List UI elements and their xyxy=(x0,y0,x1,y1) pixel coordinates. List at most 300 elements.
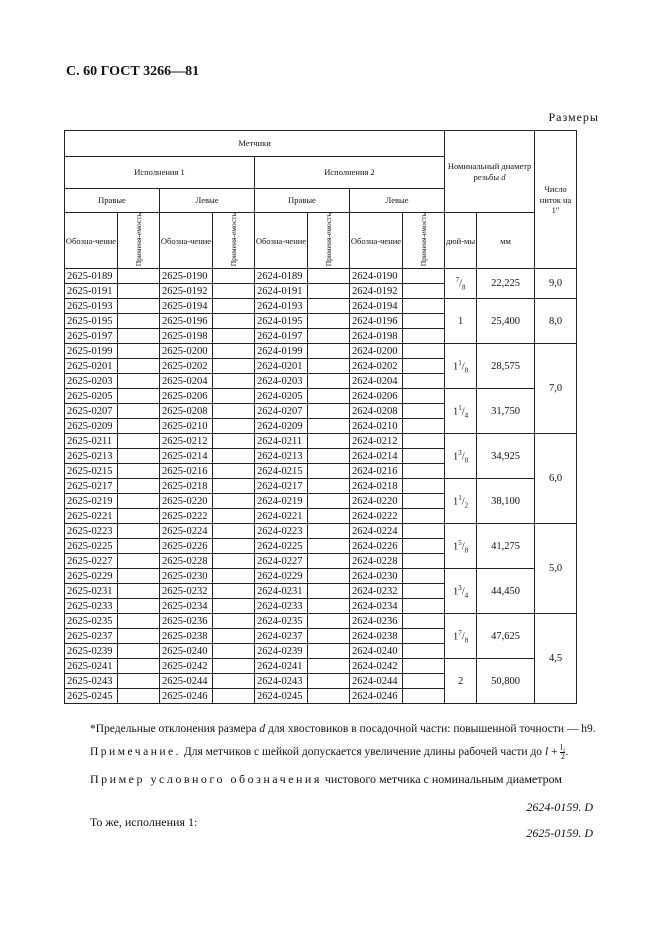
table-row xyxy=(65,659,599,674)
designation-cell: 2624-0236 xyxy=(350,614,403,629)
applicability-cell xyxy=(308,374,350,389)
applicability-cell xyxy=(308,599,350,614)
designation-cell: 2625-0225 xyxy=(65,539,118,554)
header-designation: Обозна-чение xyxy=(255,213,308,269)
applicability-cell xyxy=(308,539,350,554)
applicability-cell xyxy=(308,269,350,284)
inches-whole: 1 xyxy=(457,315,464,327)
inches-denominator: 8 xyxy=(464,546,469,555)
designation-cell: 2625-0192 xyxy=(160,284,213,299)
diameter-mm-cell: 44,450 xyxy=(477,569,535,614)
inches-whole: 1 xyxy=(452,631,459,643)
designation-cell: 2624-0206 xyxy=(350,389,403,404)
table-row xyxy=(65,569,599,584)
designation-cell: 2624-0219 xyxy=(255,494,308,509)
footnote xyxy=(90,723,596,735)
applicability-cell xyxy=(403,284,445,299)
threads-per-inch-cell: 8,0 xyxy=(535,299,577,344)
designation-cell: 2624-0200 xyxy=(350,344,403,359)
designation-cell: 2624-0208 xyxy=(350,404,403,419)
threads-per-inch-cell: 4,5 xyxy=(535,614,577,704)
diameter-inches-cell xyxy=(445,479,477,524)
designation-cell: 2624-0201 xyxy=(255,359,308,374)
applicability-cell xyxy=(118,674,160,689)
designation-cell: 2625-0198 xyxy=(160,329,213,344)
designation-cell: 2624-0226 xyxy=(350,539,403,554)
diameter-mm-cell: 47,625 xyxy=(477,614,535,659)
designation-cell: 2624-0211 xyxy=(255,434,308,449)
applicability-cell xyxy=(118,269,160,284)
applicability-cell xyxy=(118,659,160,674)
remark-end: . xyxy=(565,746,569,759)
designation-cell: 2624-0244 xyxy=(350,674,403,689)
applicability-cell xyxy=(403,524,445,539)
header-applicability-text: Применя-емость xyxy=(418,213,428,267)
designation-cell: 2625-0200 xyxy=(160,344,213,359)
designation-cell: 2625-0203 xyxy=(65,374,118,389)
remark-formula-l: l xyxy=(544,746,549,759)
designation-cell: 2624-0213 xyxy=(255,449,308,464)
applicability-cell xyxy=(403,599,445,614)
header-inches: дюй-мы xyxy=(445,213,477,269)
designation-cell: 2624-0217 xyxy=(255,479,308,494)
applicability-cell xyxy=(118,614,160,629)
applicability-cell xyxy=(308,659,350,674)
fraction-slash: / xyxy=(461,496,465,508)
inches-whole: 1 xyxy=(452,496,459,508)
designation-cell: 2625-0213 xyxy=(65,449,118,464)
designation-cell: 2624-0228 xyxy=(350,554,403,569)
designation-cell: 2625-0197 xyxy=(65,329,118,344)
designation-cell: 2625-0217 xyxy=(65,479,118,494)
applicability-cell xyxy=(403,584,445,599)
example-line xyxy=(90,772,562,787)
designation-cell: 2624-0212 xyxy=(350,434,403,449)
applicability-cell xyxy=(403,539,445,554)
inches-denominator: 8 xyxy=(464,366,469,375)
footnote-suffix: для хвостовиков в посадочной части: повышенной точности — h9. xyxy=(265,723,596,735)
applicability-cell xyxy=(213,629,255,644)
designation-cell: 2624-0210 xyxy=(350,419,403,434)
designation-cell: 2624-0216 xyxy=(350,464,403,479)
header-exec2-right: Правые xyxy=(255,189,350,213)
fraction-slash: / xyxy=(461,406,465,418)
remark xyxy=(90,744,568,761)
designation-cell: 2625-0232 xyxy=(160,584,213,599)
applicability-cell xyxy=(118,404,160,419)
designation-cell: 2624-0233 xyxy=(255,599,308,614)
applicability-cell xyxy=(403,494,445,509)
applicability-cell xyxy=(308,449,350,464)
designation-cell: 2625-0196 xyxy=(160,314,213,329)
applicability-cell xyxy=(403,509,445,524)
designation-cell: 2625-0207 xyxy=(65,404,118,419)
applicability-cell xyxy=(213,569,255,584)
applicability-cell xyxy=(403,674,445,689)
diameter-mm-cell: 25,400 xyxy=(477,299,535,344)
header-exec1-right: Правые xyxy=(65,189,160,213)
designation-cell: 2625-0212 xyxy=(160,434,213,449)
applicability-cell xyxy=(118,389,160,404)
applicability-cell xyxy=(118,524,160,539)
applicability-cell xyxy=(403,449,445,464)
side-blank xyxy=(577,131,599,269)
designation-cell: 2625-0216 xyxy=(160,464,213,479)
designation-cell: 2625-0190 xyxy=(160,269,213,284)
applicability-cell xyxy=(308,569,350,584)
table-row xyxy=(65,524,599,539)
inches-whole: 1 xyxy=(452,361,459,373)
applicability-cell xyxy=(403,419,445,434)
designation-cell: 2625-0194 xyxy=(160,299,213,314)
diameter-mm-cell: 22,225 xyxy=(477,269,535,299)
applicability-cell xyxy=(308,404,350,419)
inches-whole: 1 xyxy=(452,406,459,418)
applicability-cell xyxy=(213,389,255,404)
header-nominal-d: d xyxy=(501,171,506,182)
applicability-cell xyxy=(308,629,350,644)
applicability-cell xyxy=(308,494,350,509)
fraction-slash: / xyxy=(461,631,465,643)
applicability-cell xyxy=(308,464,350,479)
inches-denominator: 8 xyxy=(462,283,466,292)
designation-cell: 2624-0225 xyxy=(255,539,308,554)
designation-cell: 2625-0228 xyxy=(160,554,213,569)
designation-cell: 2625-0206 xyxy=(160,389,213,404)
designation-cell: 2625-0209 xyxy=(65,419,118,434)
designation-cell: 2625-0199 xyxy=(65,344,118,359)
designation-cell: 2624-0235 xyxy=(255,614,308,629)
applicability-cell xyxy=(213,644,255,659)
header-applicability xyxy=(213,213,255,269)
example-label: Пример условного обозначения xyxy=(90,772,322,786)
applicability-cell xyxy=(403,614,445,629)
designation-cell: 2625-0243 xyxy=(65,674,118,689)
header-exec1-left: Левые xyxy=(160,189,255,213)
applicability-cell xyxy=(213,314,255,329)
designation-cell: 2624-0245 xyxy=(255,689,308,704)
designation-cell: 2624-0246 xyxy=(350,689,403,704)
applicability-cell xyxy=(118,554,160,569)
header-exec2-left: Левые xyxy=(350,189,445,213)
diameter-inches-cell xyxy=(445,389,477,434)
footnote-prefix: *Предельные отклонения размера xyxy=(90,723,260,735)
applicability-cell xyxy=(118,464,160,479)
applicability-cell xyxy=(403,389,445,404)
designation-cell: 2624-0202 xyxy=(350,359,403,374)
designation-cell: 2624-0231 xyxy=(255,584,308,599)
header-applicability xyxy=(308,213,350,269)
diameter-mm-cell: 34,925 xyxy=(477,434,535,479)
applicability-cell xyxy=(118,569,160,584)
inches-denominator: 8 xyxy=(464,636,469,645)
designation-cell: 2625-0227 xyxy=(65,554,118,569)
designation-cell: 2625-0214 xyxy=(160,449,213,464)
designation-cell: 2625-0221 xyxy=(65,509,118,524)
inches-numerator: 3 xyxy=(458,448,462,457)
designation-cell: 2625-0240 xyxy=(160,644,213,659)
designation-cell: 2625-0235 xyxy=(65,614,118,629)
designation-cell: 2624-0242 xyxy=(350,659,403,674)
fraction-slash: / xyxy=(461,586,465,598)
sizes-label: Размеры xyxy=(548,110,599,124)
applicability-cell xyxy=(118,509,160,524)
designation-cell: 2624-0190 xyxy=(350,269,403,284)
designation-cell: 2624-0223 xyxy=(255,524,308,539)
designation-cell: 2625-0237 xyxy=(65,629,118,644)
designation-cell: 2625-0218 xyxy=(160,479,213,494)
applicability-cell xyxy=(308,554,350,569)
applicability-cell xyxy=(403,479,445,494)
applicability-cell xyxy=(308,284,350,299)
inches-numerator: 7 xyxy=(458,628,462,637)
designation-cell: 2624-0239 xyxy=(255,644,308,659)
example-text: чистового метчика с номинальным диаметром xyxy=(321,772,563,786)
designation-cell: 2625-0223 xyxy=(65,524,118,539)
threads-per-inch-cell: 6,0 xyxy=(535,434,577,524)
applicability-cell xyxy=(213,674,255,689)
footnote-var: d xyxy=(259,723,266,735)
header-applicability-text: Применя-емость xyxy=(323,213,333,267)
applicability-cell xyxy=(213,464,255,479)
diameter-inches-cell xyxy=(445,434,477,479)
applicability-cell xyxy=(403,299,445,314)
designation-cell: 2624-0198 xyxy=(350,329,403,344)
applicability-cell xyxy=(118,629,160,644)
remark-formula-plus: + xyxy=(548,746,561,759)
applicability-cell xyxy=(213,584,255,599)
applicability-cell xyxy=(213,359,255,374)
applicability-cell xyxy=(308,584,350,599)
header-designation: Обозна-чение xyxy=(65,213,118,269)
applicability-cell xyxy=(213,449,255,464)
designation-cell: 2625-0234 xyxy=(160,599,213,614)
designation-cell: 2624-0207 xyxy=(255,404,308,419)
diameter-inches-cell xyxy=(445,269,477,299)
designation-cell: 2624-0191 xyxy=(255,284,308,299)
header-applicability-text: Применя-емость xyxy=(228,213,238,267)
applicability-cell xyxy=(308,479,350,494)
applicability-cell xyxy=(403,314,445,329)
designation-cell: 2625-0246 xyxy=(160,689,213,704)
applicability-cell xyxy=(213,344,255,359)
same-exec1-label: То же, исполнения 1: xyxy=(90,815,198,829)
designation-cell: 2625-0226 xyxy=(160,539,213,554)
applicability-cell xyxy=(308,389,350,404)
designation-cell: 2625-0238 xyxy=(160,629,213,644)
table-body xyxy=(65,269,599,704)
designation-cell: 2625-0210 xyxy=(160,419,213,434)
header-exec2: Исполнения 2 xyxy=(255,157,445,189)
fraction-numerator: l₂ xyxy=(560,743,566,752)
applicability-cell xyxy=(213,524,255,539)
applicability-cell xyxy=(213,479,255,494)
header-applicability xyxy=(403,213,445,269)
designation-cell: 2625-0229 xyxy=(65,569,118,584)
applicability-cell xyxy=(403,554,445,569)
applicability-cell xyxy=(403,464,445,479)
designation-cell: 2625-0231 xyxy=(65,584,118,599)
designation-cell: 2625-0242 xyxy=(160,659,213,674)
applicability-cell xyxy=(308,524,350,539)
applicability-cell xyxy=(213,689,255,704)
applicability-cell xyxy=(213,434,255,449)
applicability-cell xyxy=(403,434,445,449)
applicability-cell xyxy=(308,314,350,329)
applicability-cell xyxy=(308,644,350,659)
designation-cell: 2625-0245 xyxy=(65,689,118,704)
table-row xyxy=(65,389,599,404)
applicability-cell xyxy=(118,644,160,659)
inches-numerator: 1 xyxy=(458,358,462,367)
designation-cell: 2624-0205 xyxy=(255,389,308,404)
applicability-cell xyxy=(213,659,255,674)
inches-denominator: 4 xyxy=(464,411,469,420)
table-row xyxy=(65,479,599,494)
diameter-mm-cell: 28,575 xyxy=(477,344,535,389)
applicability-cell xyxy=(403,374,445,389)
designation-cell: 2624-0222 xyxy=(350,509,403,524)
designation-cell: 2625-0211 xyxy=(65,434,118,449)
applicability-cell xyxy=(118,419,160,434)
designation-cell: 2625-0222 xyxy=(160,509,213,524)
applicability-cell xyxy=(118,599,160,614)
inches-whole: 2 xyxy=(457,675,464,687)
designation-cell: 2624-0199 xyxy=(255,344,308,359)
applicability-cell xyxy=(118,539,160,554)
designation-cell: 2624-0230 xyxy=(350,569,403,584)
designation-cell: 2624-0234 xyxy=(350,599,403,614)
diameter-inches-cell xyxy=(445,524,477,569)
applicability-cell xyxy=(118,314,160,329)
applicability-cell xyxy=(403,689,445,704)
applicability-cell xyxy=(403,359,445,374)
diameter-mm-cell: 41,275 xyxy=(477,524,535,569)
applicability-cell xyxy=(308,434,350,449)
designation-cell: 2624-0237 xyxy=(255,629,308,644)
example-code-1: 2624-0159. D xyxy=(526,800,593,814)
designation-cell: 2625-0230 xyxy=(160,569,213,584)
diameter-mm-cell: 50,800 xyxy=(477,659,535,704)
diameter-inches-cell xyxy=(445,659,477,704)
designation-cell: 2624-0238 xyxy=(350,629,403,644)
applicability-cell xyxy=(213,554,255,569)
header-applicability xyxy=(118,213,160,269)
page-header: С. 60 ГОСТ 3266—81 xyxy=(66,64,200,79)
header-exec1: Исполнения 1 xyxy=(65,157,255,189)
applicability-cell xyxy=(308,419,350,434)
diameter-mm-cell: 31,750 xyxy=(477,389,535,434)
inches-whole: 1 xyxy=(452,451,459,463)
diameter-inches-cell xyxy=(445,344,477,389)
designation-cell: 2625-0202 xyxy=(160,359,213,374)
applicability-cell xyxy=(118,374,160,389)
applicability-cell xyxy=(118,329,160,344)
taps-table xyxy=(64,130,599,704)
applicability-cell xyxy=(403,329,445,344)
designation-cell: 2625-0244 xyxy=(160,674,213,689)
diameter-inches-cell xyxy=(445,569,477,614)
applicability-cell xyxy=(308,299,350,314)
diameter-mm-cell: 38,100 xyxy=(477,479,535,524)
designation-cell: 2625-0204 xyxy=(160,374,213,389)
applicability-cell xyxy=(213,509,255,524)
applicability-cell xyxy=(118,479,160,494)
applicability-cell xyxy=(213,374,255,389)
applicability-cell xyxy=(308,689,350,704)
inches-numerator: 1 xyxy=(458,493,462,502)
designation-cell: 2624-0229 xyxy=(255,569,308,584)
diameter-inches-cell xyxy=(445,614,477,659)
inches-numerator: 3 xyxy=(458,583,462,592)
applicability-cell xyxy=(308,329,350,344)
table-row xyxy=(65,299,599,314)
designation-cell: 2624-0220 xyxy=(350,494,403,509)
header-applicability-text: Применя-емость xyxy=(133,213,143,267)
designation-cell: 2625-0241 xyxy=(65,659,118,674)
applicability-cell xyxy=(403,644,445,659)
designation-cell: 2624-0193 xyxy=(255,299,308,314)
header-nominal-text: Номинальный диаметр резьбы xyxy=(447,161,532,182)
inches-whole: 1 xyxy=(452,586,459,598)
applicability-cell xyxy=(403,269,445,284)
designation-cell: 2624-0227 xyxy=(255,554,308,569)
designation-cell: 2625-0215 xyxy=(65,464,118,479)
inches-numerator: 5 xyxy=(458,538,462,547)
table-row xyxy=(65,614,599,629)
inches-denominator: 8 xyxy=(464,456,469,465)
designation-cell: 2624-0203 xyxy=(255,374,308,389)
applicability-cell xyxy=(213,614,255,629)
applicability-cell xyxy=(213,329,255,344)
threads-per-inch-cell: 7,0 xyxy=(535,344,577,434)
designation-cell: 2624-0218 xyxy=(350,479,403,494)
applicability-cell xyxy=(118,689,160,704)
applicability-cell xyxy=(118,284,160,299)
applicability-cell xyxy=(308,359,350,374)
fraction-slash: / xyxy=(461,361,465,373)
designation-cell: 2625-0220 xyxy=(160,494,213,509)
applicability-cell xyxy=(213,404,255,419)
designation-cell: 2624-0204 xyxy=(350,374,403,389)
designation-cell: 2624-0194 xyxy=(350,299,403,314)
header-nominal-diameter xyxy=(445,131,535,213)
designation-cell: 2625-0195 xyxy=(65,314,118,329)
applicability-cell xyxy=(308,674,350,689)
applicability-cell xyxy=(213,599,255,614)
fraction-slash: / xyxy=(461,451,465,463)
fraction-denominator: 2 xyxy=(560,752,565,761)
applicability-cell xyxy=(403,629,445,644)
inches-denominator: 2 xyxy=(464,501,469,510)
designation-cell: 2624-0197 xyxy=(255,329,308,344)
applicability-cell xyxy=(403,344,445,359)
threads-per-inch-cell: 5,0 xyxy=(535,524,577,614)
designation-cell: 2625-0208 xyxy=(160,404,213,419)
applicability-cell xyxy=(213,419,255,434)
designation-cell: 2625-0205 xyxy=(65,389,118,404)
remark-label: Примечание. xyxy=(90,746,181,759)
designation-cell: 2624-0209 xyxy=(255,419,308,434)
applicability-cell xyxy=(118,494,160,509)
designation-cell: 2625-0224 xyxy=(160,524,213,539)
applicability-cell xyxy=(213,494,255,509)
header-threads-per-inch: Число ниток на 1″ xyxy=(535,131,577,269)
designation-cell: 2624-0195 xyxy=(255,314,308,329)
designation-cell: 2624-0240 xyxy=(350,644,403,659)
inches-numerator: 1 xyxy=(458,403,462,412)
designation-cell: 2624-0224 xyxy=(350,524,403,539)
